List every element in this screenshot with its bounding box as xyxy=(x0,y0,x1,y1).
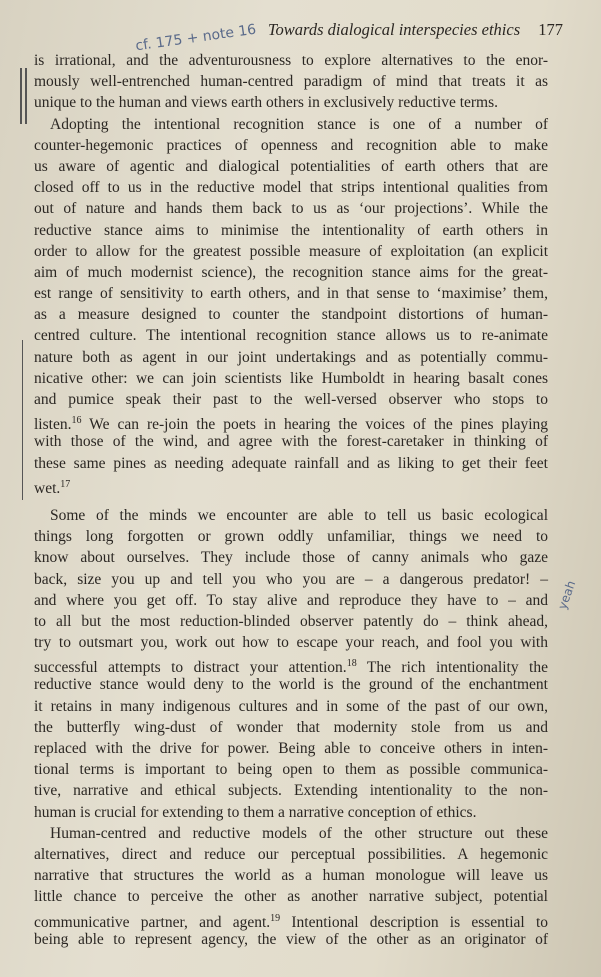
line-text: and where you get off. To stay alive and reproduce they have to – and xyxy=(34,591,548,609)
text-line xyxy=(34,92,548,113)
body-text xyxy=(34,50,548,950)
line-text: mously well-entrenched human-centred paradigm of mind that treats it as xyxy=(34,73,548,91)
line-text: reductive stance would deny to the world is the ground of the enchantment xyxy=(34,676,548,694)
text-line xyxy=(34,569,548,590)
line-text: back, size you up and tell you who you are – a dangerous predator! – xyxy=(34,570,548,588)
text-line xyxy=(34,241,548,262)
text-line xyxy=(34,547,548,568)
line-text: with those of the wind, and agree with the forest-caretaker in thinking of xyxy=(34,433,548,451)
text-line xyxy=(34,823,548,844)
line-text: reductive stance aims to minimise the intentionality of earth others in xyxy=(34,221,548,239)
text-line xyxy=(34,759,548,780)
text-line xyxy=(34,262,548,283)
text-line xyxy=(34,431,548,452)
margin-mark xyxy=(22,340,23,500)
line-text: replaced with the drive for power. Being able to conceive others in inten- xyxy=(34,740,548,757)
line-text: and pumice speak their past to the well-versed observer who stops to xyxy=(34,391,548,408)
page-number: 177 xyxy=(538,20,563,39)
text-line xyxy=(34,135,548,156)
line-text: closed off to us in the reductive model that strips intentional qualities from xyxy=(34,179,548,197)
line-text: unique to the human and views earth others in exclusively reductive terms. xyxy=(34,94,499,112)
line-text: is irrational, and the adventurousness to explore alternatives to the enor- xyxy=(34,52,548,69)
text-line xyxy=(34,304,548,325)
text-line xyxy=(34,368,548,389)
line-text: Human-centred and reductive models of the other structure out these xyxy=(50,824,548,842)
margin-mark xyxy=(20,68,22,124)
text-line xyxy=(34,114,548,135)
line-text: tive, narrative and ethical subjects. Extending intentionality to the non- xyxy=(34,782,548,800)
line-text: nature both as agent in our joint undertakings and as potentially commu- xyxy=(34,348,548,366)
text-line xyxy=(34,865,548,886)
text-line xyxy=(34,908,548,929)
text-line xyxy=(34,71,548,92)
margin-mark xyxy=(25,68,27,124)
footnote-marker: 19 xyxy=(270,912,281,924)
text-line xyxy=(34,389,548,410)
line-text: it retains in many indigenous cultures and in some of the past of our own, xyxy=(34,697,548,715)
text-line xyxy=(34,526,548,547)
line-text: tional terms is important to being open to them as possible communica- xyxy=(34,761,548,779)
text-line xyxy=(34,886,548,907)
footnote-marker: 17 xyxy=(60,478,71,490)
line-text: est range of sensitivity to earth others, and in that sense to ‘maximise’ them, xyxy=(34,285,548,303)
text-line xyxy=(34,632,548,653)
line-text: counter-hegemonic practices of openness and recognition able to make xyxy=(34,136,548,154)
line-text: narrative that structures the world as a human monologue will leave us xyxy=(34,867,548,885)
line-text: successful attempts to distract your attention. xyxy=(34,659,347,677)
line-text: know about ourselves. They include those of canny animals who gaze xyxy=(34,549,548,567)
text-line xyxy=(34,347,548,368)
line-text: try to outsmart you, work out how to escape your reach, and fool you with xyxy=(34,634,548,652)
text-line xyxy=(34,325,548,346)
line-text: communicative partner, and agent. xyxy=(34,913,271,931)
page-header xyxy=(268,20,563,40)
text-line xyxy=(34,696,548,717)
line-text: being able to represent agency, the view of the other as an originator of xyxy=(34,930,548,948)
text-line xyxy=(34,198,548,219)
text-line xyxy=(34,177,548,198)
text-line xyxy=(34,653,548,677)
text-line xyxy=(34,844,548,865)
line-text: little chance to perceive the other as another narrative subject, potential xyxy=(34,888,548,906)
line-text: alternatives, direct and reduce our perceptual possibilities. A hegemonic xyxy=(34,845,548,863)
line-text: human is crucial for extending to them a narrative conception of ethics. xyxy=(34,803,477,821)
line-text: order to allow for the greatest possible measure of exploitation (an explicit xyxy=(34,242,548,260)
text-line xyxy=(34,156,548,177)
line-text: aim of much modernist science), the recognition stance aims for the great- xyxy=(34,263,548,281)
text-line xyxy=(34,474,548,495)
line-text: the butterfly wing-dust of wonder that modernity stole from us and xyxy=(34,718,548,736)
text-line xyxy=(34,802,548,823)
line-text-after-footnote: We can re-join the poets in hearing the voices of the pines playing xyxy=(81,416,548,434)
running-title: Towards dialogical interspecies ethics xyxy=(267,20,521,39)
text-line xyxy=(34,611,548,632)
line-text: things long forgotten or grown oddly unfamiliar, things we need to xyxy=(34,528,548,546)
line-text: listen. xyxy=(34,416,72,434)
line-text: these same pines as needing adequate rainfall and as liking to get their feet xyxy=(34,454,548,472)
footnote-marker: 16 xyxy=(71,415,82,427)
footnote-marker: 18 xyxy=(346,658,357,670)
text-line xyxy=(34,717,548,738)
text-line xyxy=(34,590,548,611)
text-line xyxy=(34,283,548,304)
text-line xyxy=(34,929,548,950)
line-text: to all but the most reduction-blinded observer patently do – think ahead, xyxy=(34,612,548,630)
text-line xyxy=(34,505,548,526)
line-text: nicative other: we can join scientists like Humboldt in hearing basalt cones xyxy=(34,369,548,387)
text-line xyxy=(34,220,548,241)
line-text: us aware of agentic and dialogical potentialities of earth others that are xyxy=(34,157,548,175)
line-text: Adopting the intentional recognition stance is one of a number of xyxy=(50,115,548,133)
line-text: wet. xyxy=(34,479,61,497)
text-line xyxy=(34,674,548,695)
text-line xyxy=(34,50,548,71)
handwritten-margin-note: yeah xyxy=(555,578,579,612)
text-line xyxy=(34,780,548,801)
text-line xyxy=(34,453,548,474)
line-text: Some of the minds we encounter are able to tell us basic ecological xyxy=(50,506,548,524)
line-text-after-footnote: The rich intentionality the xyxy=(356,659,548,677)
line-text: as a measure designed to counter the standpoint distortions of human- xyxy=(34,306,548,324)
text-line xyxy=(34,410,548,434)
text-line xyxy=(34,738,548,759)
handwritten-annotation: cf. 175 + note 16 xyxy=(134,21,258,55)
line-text-after-footnote: Intentional description is essential to xyxy=(280,913,548,931)
line-text: out of nature and hands them back to us as ‘our projections’. While the xyxy=(34,200,548,218)
line-text: centred culture. The intentional recognition stance allows us to re-animate xyxy=(34,327,548,345)
